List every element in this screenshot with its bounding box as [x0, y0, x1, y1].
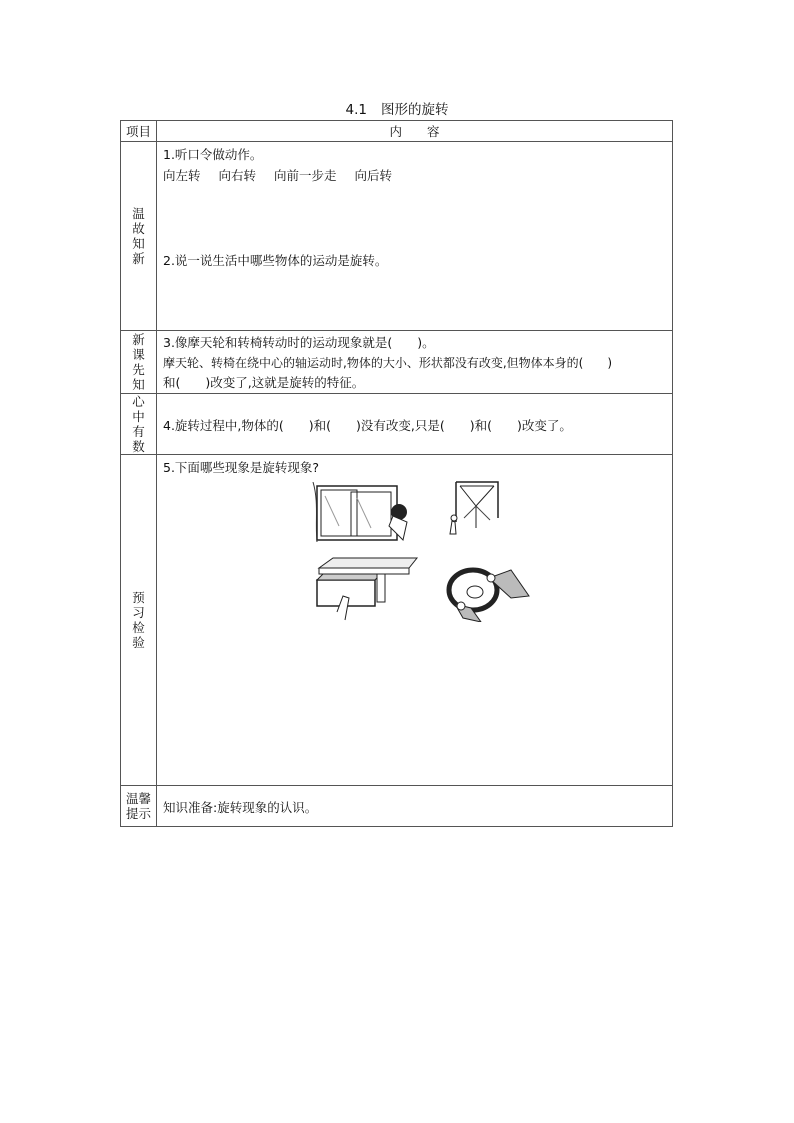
option-step-forward: 向前一步走 — [274, 168, 337, 183]
question-3-line-2: 摩天轮、转椅在绕中心的轴运动时,物体的大小、形状都没有改变,但物体本身的( ) — [163, 356, 612, 370]
mind-content — [157, 394, 673, 455]
preview-label: 新课先知 — [121, 331, 157, 394]
check-content — [157, 455, 673, 786]
option-turn-left: 向左转 — [163, 168, 201, 183]
review-row — [121, 142, 673, 331]
question-1-options — [163, 165, 666, 186]
check-row — [121, 455, 673, 786]
question-3: 3.像摩天轮和转椅转动时的运动现象就是( )。 — [163, 335, 435, 350]
page-title — [0, 98, 794, 118]
mind-row — [121, 394, 673, 455]
sliding-window-image — [311, 482, 411, 542]
picture-area — [163, 478, 666, 628]
question-2: 2.说一说生活中哪些物体的运动是旋转。 — [163, 253, 388, 268]
option-turn-back: 向后转 — [354, 168, 393, 183]
question-5: 5.下面哪些现象是旋转现象? — [163, 460, 320, 475]
review-label: 温故知新 — [121, 142, 157, 331]
preview-row — [121, 331, 673, 394]
header-content: 内 容 — [157, 121, 673, 142]
tip-text: 知识准备:旋转现象的认识。 — [163, 799, 318, 815]
question-1: 1.听口令做动作。 — [163, 147, 263, 162]
check-label: 预习检验 — [121, 455, 157, 786]
preview-content — [157, 331, 673, 394]
lesson-number: 4.1 — [345, 102, 367, 118]
question-4: 4.旋转过程中,物体的( )和( )没有改变,只是( )和( )改变了。 — [163, 417, 572, 433]
lesson-title: 图形的旋转 — [380, 102, 449, 118]
lesson-table — [120, 120, 673, 827]
table-header-row — [121, 121, 673, 142]
mind-label: 心中有数 — [121, 394, 157, 455]
tip-label: 温馨提示 — [121, 786, 157, 827]
tip-content — [157, 786, 673, 827]
review-content — [157, 142, 673, 331]
question-3-line-3: 和( )改变了,这就是旋转的特征。 — [163, 375, 365, 390]
option-turn-right: 向右转 — [218, 168, 257, 183]
revolving-door-image — [446, 478, 506, 544]
tip-row — [121, 786, 673, 827]
steering-wheel-image — [441, 556, 531, 622]
drawer-image — [313, 556, 423, 622]
header-item: 项目 — [121, 121, 157, 142]
